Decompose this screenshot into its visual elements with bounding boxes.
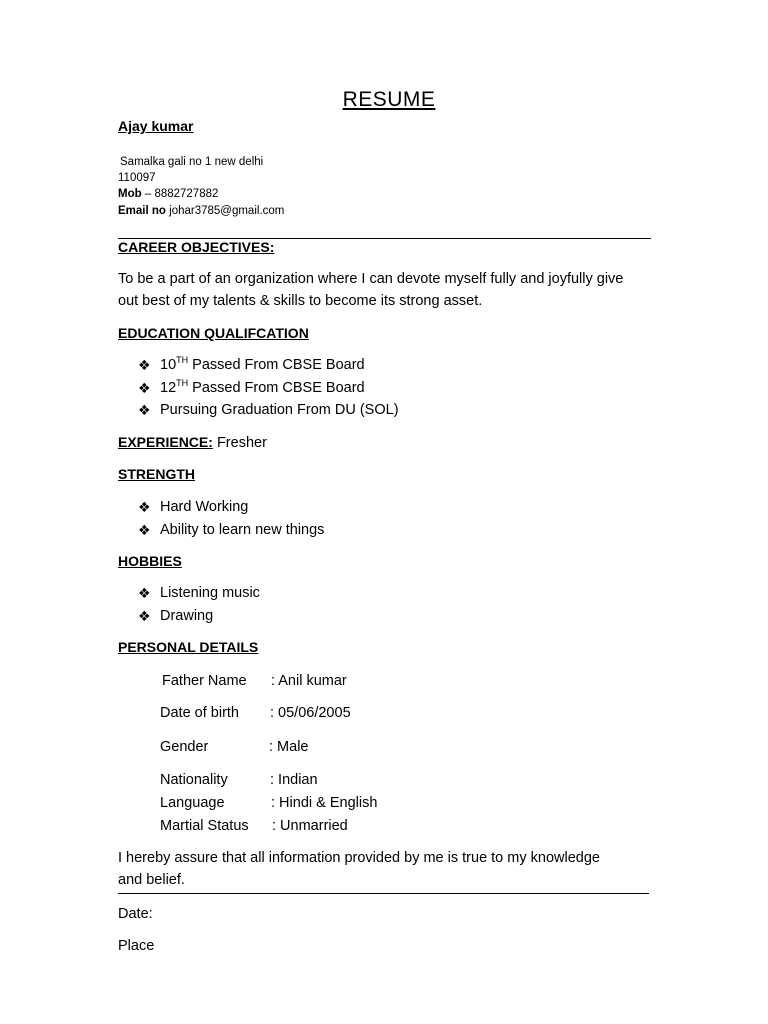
diamond-bullet-icon: ❖ (138, 402, 151, 418)
diamond-bullet-icon: ❖ (138, 499, 151, 515)
career-text-line-1: To be a part of an organization where I can devote myself fully and joyfully give (118, 271, 624, 287)
place-label: Place (118, 938, 155, 954)
father-name-value: : Anil kumar (271, 673, 347, 689)
address-line-2: 110097 (118, 172, 156, 184)
declaration-line-2: and belief. (118, 872, 185, 888)
date-label: Date: (118, 906, 153, 922)
hobbies-heading: HOBBIES (118, 553, 182, 569)
gender-label: Gender (160, 739, 209, 755)
father-name-label: Father Name (162, 673, 247, 689)
education-item: ❖ 12TH Passed From CBSE Board (118, 377, 399, 400)
education-item: ❖ Pursuing Graduation From DU (SOL) (118, 399, 399, 422)
experience-heading: EXPERIENCE: (118, 434, 213, 450)
diamond-bullet-icon: ❖ (138, 607, 151, 624)
mobile-line (118, 186, 218, 203)
education-list (118, 354, 399, 422)
bottom-divider (118, 893, 649, 894)
hobbies-list (118, 582, 260, 627)
resume-title: RESUME (342, 88, 436, 111)
mobile-separator: – (141, 188, 155, 200)
candidate-name: Ajay kumar (118, 118, 194, 134)
gender-value: : Male (269, 739, 309, 755)
diamond-bullet-icon: ❖ (138, 521, 151, 538)
education-heading: EDUCATION QUALIFCATION (118, 325, 309, 341)
experience-line (118, 434, 267, 451)
nationality-value: : Indian (270, 772, 318, 788)
mobile-label: Mob (118, 188, 142, 200)
mobile-value: 8882727882 (154, 188, 219, 200)
diamond-bullet-icon: ❖ (138, 585, 151, 601)
address-line-1: Samalka gali no 1 new delhi (120, 156, 264, 168)
dob-value: : 05/06/2005 (270, 705, 351, 721)
career-text-line-2: out best of my talents & skills to become its strong asset. (118, 293, 483, 309)
language-label: Language (160, 795, 225, 811)
email-label: Email no (118, 205, 166, 217)
nationality-label: Nationality (160, 772, 228, 788)
education-item: ❖ 10TH Passed From CBSE Board (118, 354, 399, 377)
personal-heading: PERSONAL DETAILS (118, 639, 259, 655)
email-value: johar3785@gmail.com (165, 205, 285, 217)
strength-heading: STRENGTH (118, 466, 195, 482)
dob-label: Date of birth (160, 705, 239, 721)
strength-item: ❖ Ability to learn new things (118, 519, 324, 542)
email-line (118, 203, 284, 220)
diamond-bullet-icon: ❖ (138, 357, 151, 373)
strength-list (118, 496, 324, 541)
hobby-item: ❖ Drawing (118, 605, 260, 628)
strength-item: ❖ Hard Working (118, 496, 324, 519)
diamond-bullet-icon: ❖ (138, 379, 151, 396)
language-value: : Hindi & English (271, 795, 378, 811)
experience-value: Fresher (212, 435, 267, 451)
marital-status-label: Martial Status (160, 818, 249, 834)
marital-status-value: : Unmarried (272, 818, 348, 834)
hobby-item: ❖ Listening music (118, 582, 260, 605)
declaration-line-1: I hereby assure that all information provided by me is true to my knowledge (118, 850, 600, 866)
career-heading: CAREER OBJECTIVES: (118, 239, 275, 255)
